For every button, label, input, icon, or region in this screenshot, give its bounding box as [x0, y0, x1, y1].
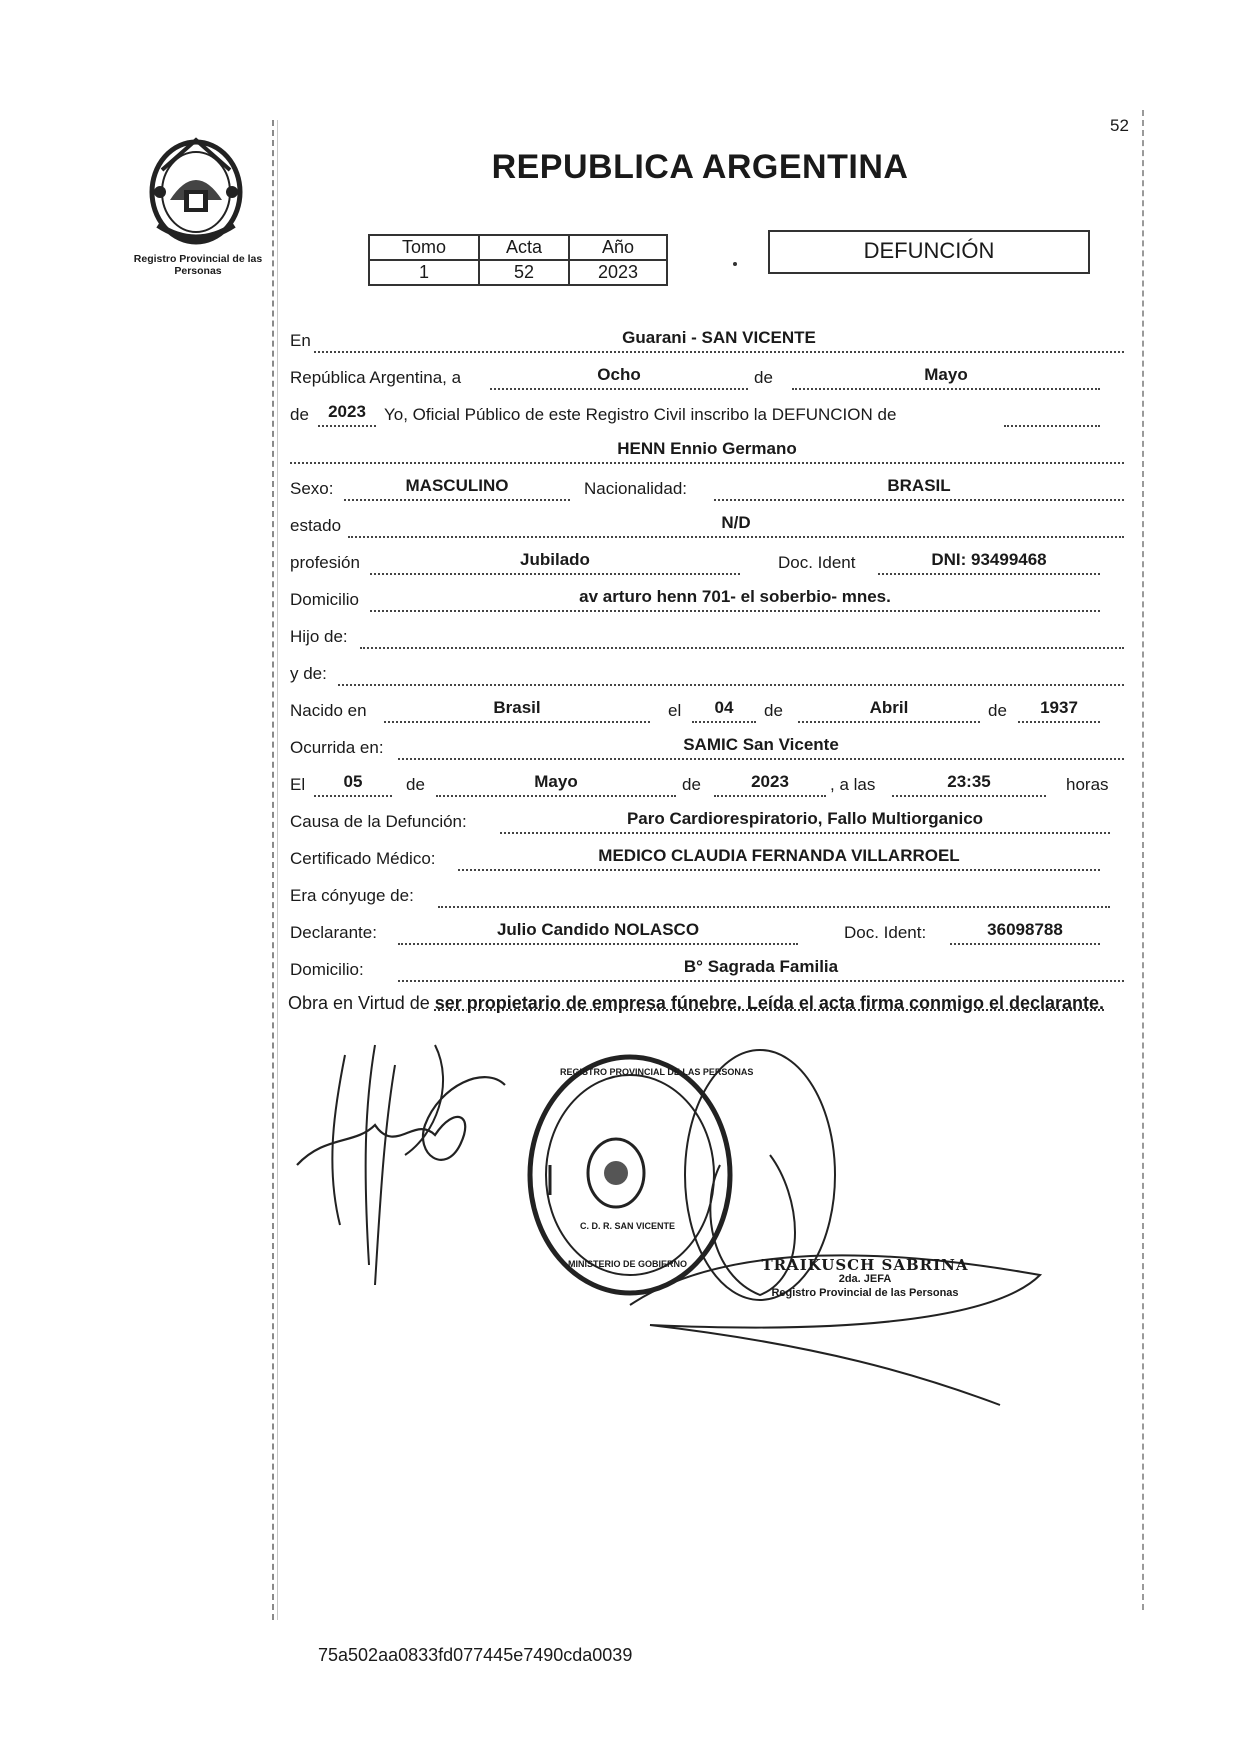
sexo-value: MASCULINO — [344, 475, 570, 501]
official-stamp — [730, 1258, 1000, 1300]
anio-value: 2023 — [569, 260, 667, 285]
doc-ident-label: Doc. Ident — [778, 553, 856, 572]
death-year-value: 2023 — [714, 771, 826, 797]
death-day-value: 05 — [314, 771, 392, 797]
seal-inner-text: C. D. R. SAN VICENTE — [580, 1221, 676, 1231]
horas-label: horas — [1066, 775, 1109, 794]
row-causa — [288, 801, 1130, 838]
row-conyuge — [288, 875, 1130, 912]
row-y-de — [288, 653, 1130, 690]
separator-dot — [733, 262, 737, 266]
page-title: REPUBLICA ARGENTINA — [491, 148, 909, 186]
registry-label: Registro Provincial de las Personas — [133, 253, 263, 277]
death-time-value: 23:35 — [892, 771, 1046, 797]
document-hash: 75a502aa0833fd077445e7490cda0039 — [318, 1645, 633, 1665]
registration-value-row — [369, 260, 667, 285]
birth-year-value: 1937 — [1018, 697, 1100, 723]
causa-label: Causa de la Defunción: — [290, 812, 467, 831]
seal-bottom-text: MINISTERIO DE GOBIERNO — [568, 1259, 688, 1269]
y-de-value — [338, 660, 1124, 686]
row-certificado — [288, 838, 1130, 875]
conyuge-label: Era cónyuge de: — [290, 886, 414, 905]
estado-label: estado — [290, 516, 342, 535]
row-domicilio — [288, 579, 1130, 616]
birth-de2-label: de — [988, 701, 1007, 720]
certificado-label: Certificado Médico: — [290, 849, 436, 868]
domicilio-label: Domicilio — [290, 590, 359, 609]
domicilio-value: av arturo henn 701- el soberbio- mnes. — [370, 586, 1100, 612]
obra-prefix: Obra en Virtud de — [288, 993, 430, 1013]
deceased-name-value: HENN Ennio Germano — [290, 438, 1124, 464]
document-type-box: DEFUNCIÓN — [768, 230, 1090, 274]
nacionalidad-value: BRASIL — [714, 475, 1124, 501]
inscribo-blank — [1004, 401, 1100, 427]
en-label: En — [290, 331, 311, 350]
day-words-value: Ocho — [490, 364, 748, 390]
death-month-value: Mayo — [436, 771, 676, 797]
row-estado — [288, 505, 1130, 542]
month-value: Mayo — [792, 364, 1100, 390]
hijo-de-value — [360, 623, 1124, 649]
row-declarante — [288, 912, 1130, 949]
place-value: Guarani - SAN VICENTE — [314, 327, 1124, 353]
row-hijo-de — [288, 616, 1130, 653]
y-de-label: y de: — [290, 664, 327, 683]
decl-domicilio-value: B° Sagrada Familia — [398, 956, 1124, 982]
nacido-label: Nacido en — [290, 701, 367, 720]
decl-doc-label: Doc. Ident: — [844, 923, 927, 942]
registration-table — [368, 234, 668, 286]
row-sex — [288, 468, 1130, 505]
sexo-label: Sexo: — [290, 479, 334, 498]
causa-value: Paro Cardiorespiratorio, Fallo Multiorganico — [500, 808, 1110, 834]
death-de2-label: de — [682, 775, 701, 794]
official-name: TRAIKUSCH SABRINA — [761, 1256, 969, 1274]
page-number: 52 — [1110, 116, 1129, 135]
row-decl-domicilio — [288, 949, 1130, 986]
obra-paragraph — [288, 988, 1128, 1018]
obra-text: ser propietario de empresa fúnebre. Leída el acta firma conmigo el declarante. — [434, 993, 1105, 1013]
death-de-label: de — [406, 775, 425, 794]
row-name — [288, 431, 1130, 468]
decl-doc-value: 36098788 — [950, 919, 1100, 945]
official-office: Registro Provincial de las Personas — [771, 1287, 959, 1299]
decl-domicilio-label: Domicilio: — [290, 960, 364, 979]
republic-label: República Argentina, a — [290, 368, 462, 387]
row-profesion — [288, 542, 1130, 579]
certificado-value: MEDICO CLAUDIA FERNANDA VILLARROEL — [458, 845, 1100, 871]
profesion-value: Jubilado — [370, 549, 740, 575]
row-place — [288, 320, 1130, 357]
anio-header: Año — [569, 235, 667, 260]
de-label: de — [754, 368, 773, 387]
birth-day-value: 04 — [692, 697, 756, 723]
death-record-form — [288, 320, 1130, 986]
declarante-label: Declarante: — [290, 923, 377, 942]
official-title: 2da. JEFA — [838, 1273, 892, 1285]
tomo-header: Tomo — [369, 235, 479, 260]
tomo-value: 1 — [369, 260, 479, 285]
doc-ident-value: DNI: 93499468 — [878, 549, 1100, 575]
ocurrida-value: SAMIC San Vicente — [398, 734, 1124, 760]
hijo-de-label: Hijo de: — [290, 627, 348, 646]
provincial-emblem — [140, 130, 252, 250]
el-label: el — [668, 701, 682, 720]
nacido-en-value: Brasil — [384, 697, 650, 723]
a-las-label: , a las — [830, 775, 876, 794]
left-margin-rule-inner — [277, 120, 278, 1620]
year-prefix-label: de — [290, 405, 309, 424]
row-ocurrida — [288, 727, 1130, 764]
left-margin-rule — [272, 120, 274, 1620]
year-value: 2023 — [318, 401, 376, 427]
acta-value: 52 — [479, 260, 569, 285]
nacionalidad-label: Nacionalidad: — [584, 479, 688, 498]
declarante-value: Julio Candido NOLASCO — [398, 919, 798, 945]
registration-header-row — [369, 235, 667, 260]
profesion-label: profesión — [290, 553, 360, 572]
acta-header: Acta — [479, 235, 569, 260]
row-date — [288, 357, 1130, 394]
birth-de-label: de — [764, 701, 783, 720]
conyuge-value — [438, 882, 1110, 908]
ocurrida-label: Ocurrida en: — [290, 738, 384, 757]
declarant-signature — [285, 1025, 545, 1295]
inscribo-text: Yo, Oficial Público de este Registro Civil inscribo la DEFUNCION de — [384, 405, 897, 424]
row-death-date — [288, 764, 1130, 801]
death-el-label: El — [290, 775, 306, 794]
birth-month-value: Abril — [798, 697, 980, 723]
right-margin-rule — [1142, 110, 1144, 1610]
seal-outer-text: REGISTRO PROVINCIAL DE LAS PERSONAS — [560, 1067, 754, 1077]
row-birth — [288, 690, 1130, 727]
official-signature — [620, 1045, 1080, 1435]
estado-value: N/D — [348, 512, 1124, 538]
row-year — [288, 394, 1130, 431]
